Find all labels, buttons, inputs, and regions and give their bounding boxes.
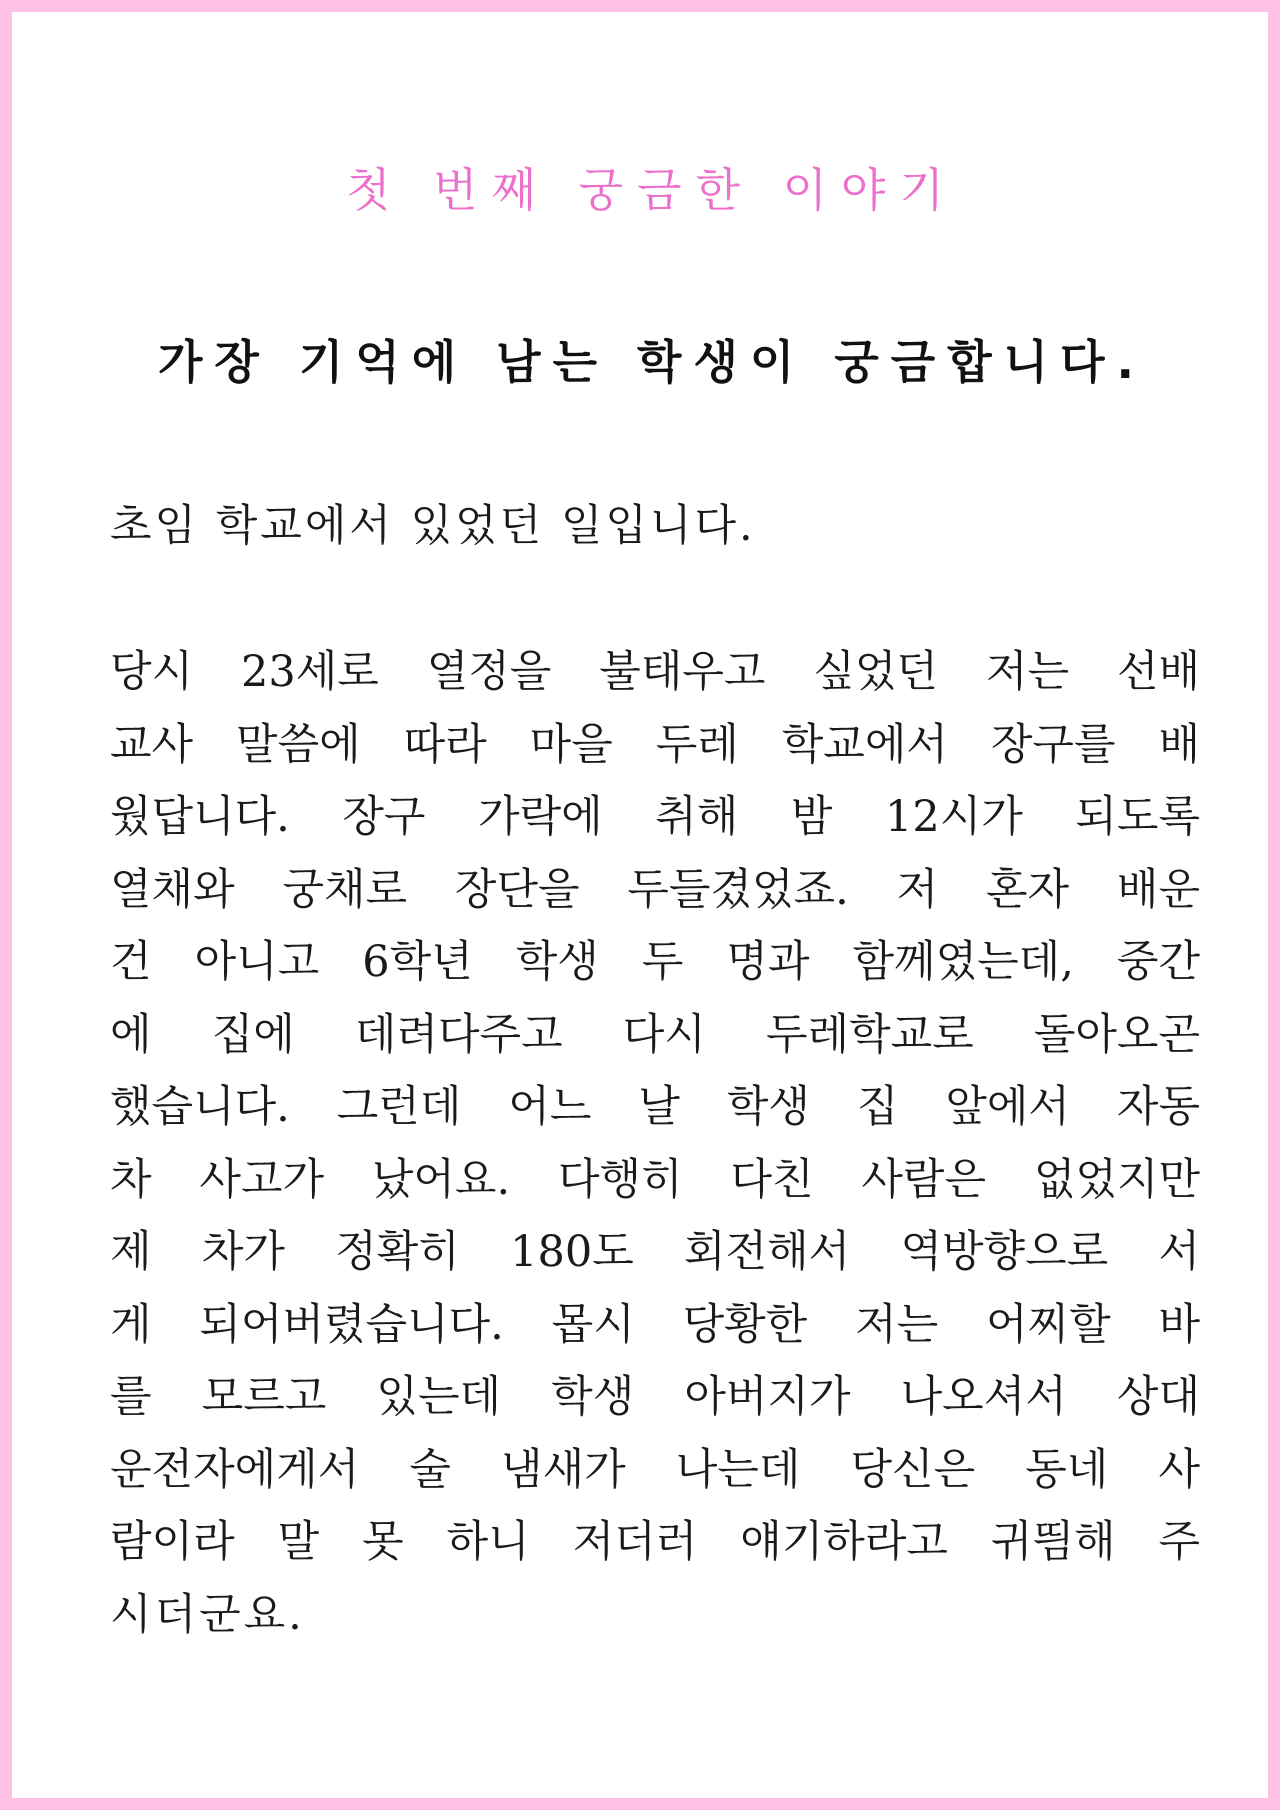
story-line: 에 집에 데려다주고 다시 두레학교로 돌아오곤: [110, 1009, 1200, 1060]
story-line: 웠답니다. 장구 가락에 취해 밤 12시가 되도록: [110, 792, 1200, 842]
story-line: 운전자에게서 술 냄새가 나는데 당신은 동네 사: [110, 1444, 1200, 1495]
intro-line: 초임 학교에서 있었던 일입니다.: [110, 501, 756, 551]
story-line: 람이라 말 못 하니 저더러 얘기하라고 귀띔해 주: [110, 1517, 1200, 1567]
story-line: 게 되어버렸습니다. 몹시 당황한 저는 어찌할 바: [110, 1299, 1200, 1350]
page-title: 첫 번째 궁금한 이야기: [346, 163, 958, 217]
story-line: 당시 23세로 열정을 불태우고 싶었던 저는 선배: [110, 647, 1200, 697]
question-heading: 가장 기억에 남는 학생이 궁금합니다.: [157, 335, 1147, 389]
story-line: 건 아니고 6학년 학생 두 명과 함께였는데, 중간: [110, 937, 1200, 987]
story-line: 했습니다. 그런데 어느 날 학생 집 앞에서 자동: [110, 1082, 1200, 1132]
story-line: 차 사고가 났어요. 다행히 다친 사람은 없었지만: [110, 1154, 1200, 1205]
story-line: 제 차가 정확히 180도 회전해서 역방향으로 서: [110, 1227, 1200, 1277]
story-line: 교사 말씀에 따라 마을 두레 학교에서 장구를 배: [110, 719, 1200, 770]
story-line: 를 모르고 있는데 학생 아버지가 나오셔서 상대: [110, 1372, 1200, 1422]
story-line: 시더군요.: [110, 1589, 305, 1640]
story-line: 열채와 궁채로 장단을 두들겼었죠. 저 혼자 배운: [110, 864, 1200, 915]
story-body: [110, 490, 1200, 1651]
story-paragraph: [110, 636, 1200, 1651]
